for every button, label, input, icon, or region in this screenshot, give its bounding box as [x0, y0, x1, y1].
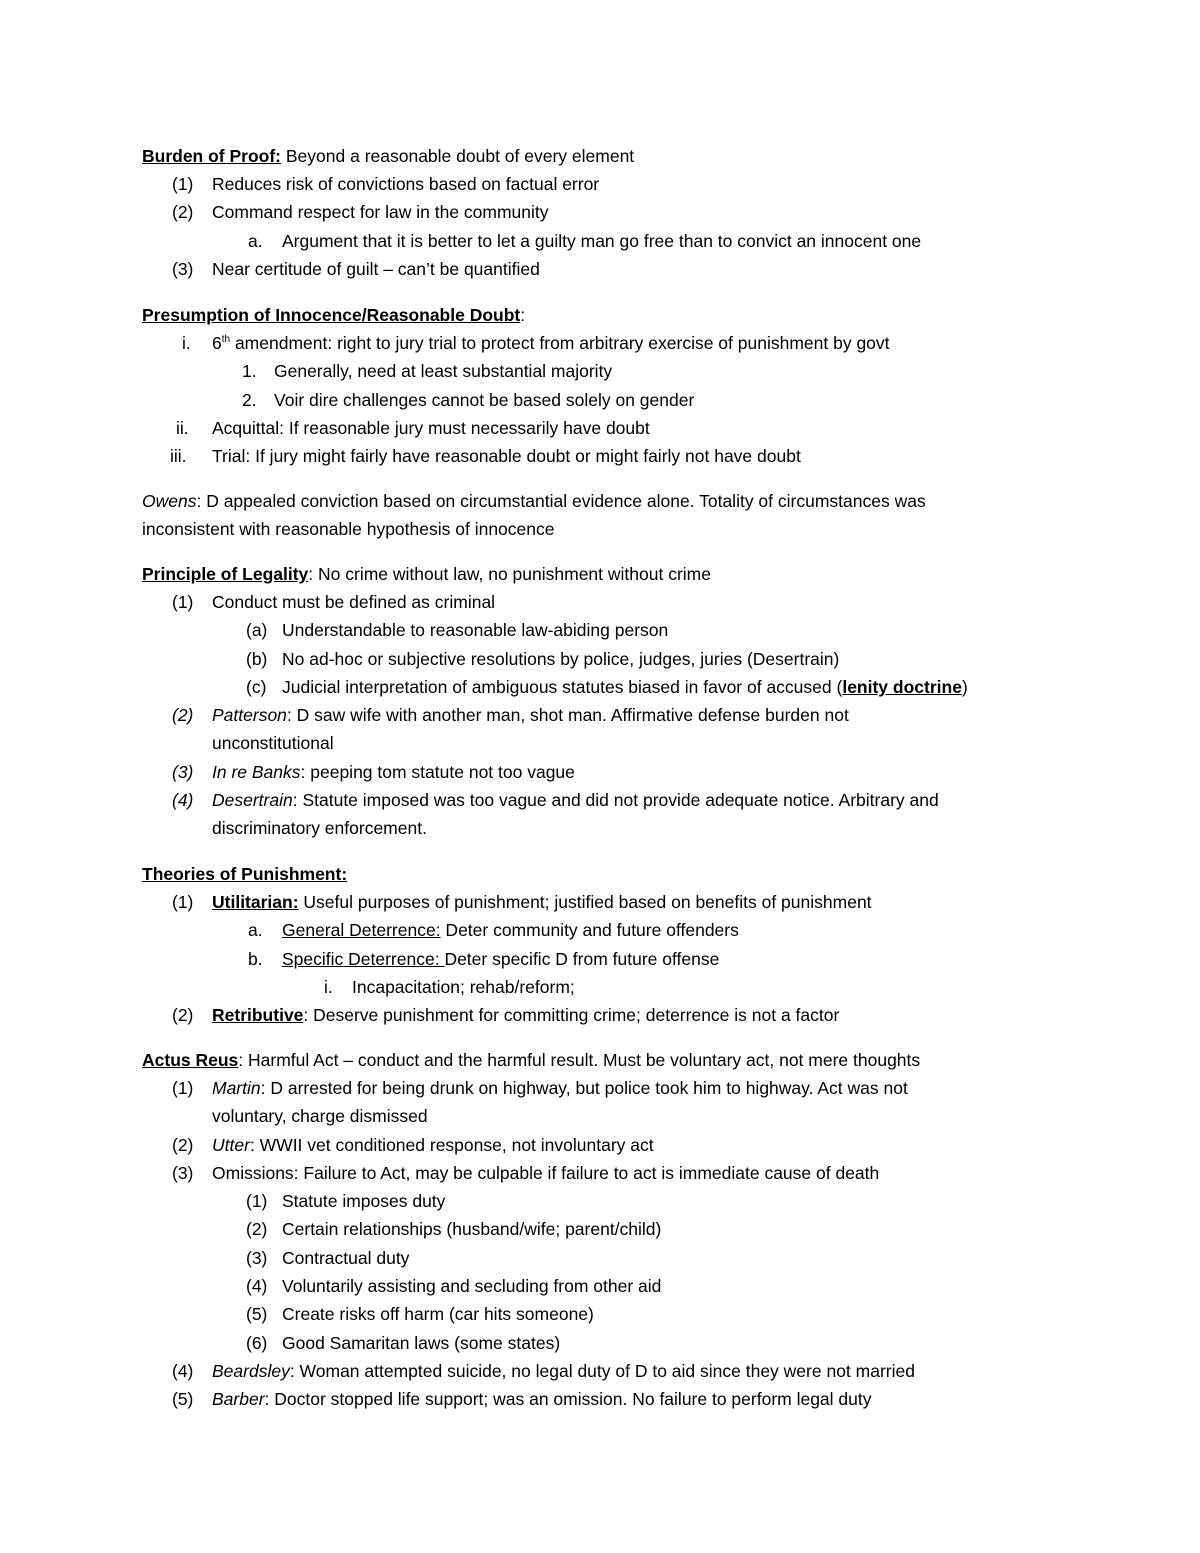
list-item	[212, 891, 872, 913]
list-number: (b)	[246, 649, 268, 669]
list-item: Argument that it is better to let a guilty man go free than to convict an innocent one	[282, 231, 922, 251]
list-item: Near certitude of guilt – can’t be quantified	[212, 259, 540, 279]
list-item: Contractual duty	[282, 1248, 410, 1268]
burden-heading: Burden of Proof:	[142, 146, 282, 166]
list-item-text: Judicial interpretation of ambiguous statutes biased in favor of accused (	[282, 677, 843, 697]
list-number: a.	[248, 231, 263, 251]
list-number: (6)	[246, 1333, 268, 1353]
presumption-heading-text: :	[520, 305, 526, 325]
case-name: Beardsley	[212, 1361, 290, 1381]
list-number: iii.	[170, 446, 187, 466]
list-item-text: Deter specific D from future offense	[444, 949, 720, 969]
list-number: (2)	[172, 705, 194, 725]
actus-heading: Actus Reus	[142, 1050, 239, 1070]
list-number: (2)	[172, 1135, 194, 1155]
list-item-text-end: )	[961, 677, 968, 697]
list-item: Understandable to reasonable law-abiding person	[282, 620, 669, 640]
case-text: : D appealed conviction based on circumstantial evidence alone. Totality of circumstances was	[196, 491, 926, 511]
case-text: : WWII vet conditioned response, not involuntary act	[249, 1135, 654, 1155]
list-item	[212, 1360, 915, 1382]
case-text: : Woman attempted suicide, no legal duty of D to aid since they were not married	[289, 1361, 915, 1381]
list-number: (4)	[172, 1361, 194, 1381]
owens-paragraph-line2: inconsistent with reasonable hypothesis of innocence	[142, 519, 555, 539]
list-number: (c)	[246, 677, 267, 697]
case-text: : Doctor stopped life support; was an omission. No failure to perform legal duty	[264, 1389, 872, 1409]
list-number: b.	[248, 949, 263, 969]
list-number: (1)	[172, 1078, 194, 1098]
list-number: (1)	[172, 174, 194, 194]
list-item: Statute imposes duty	[282, 1191, 446, 1211]
list-item	[212, 789, 939, 811]
list-number: (2)	[172, 202, 194, 222]
list-item: Incapacitation; rehab/reform;	[352, 977, 575, 997]
list-number: (1)	[172, 892, 194, 912]
list-number: (3)	[172, 1163, 194, 1183]
list-item-continuation: discriminatory enforcement.	[212, 818, 427, 838]
case-text: : D arrested for being drunk on highway, but police took him to highway. Act was not	[260, 1078, 908, 1098]
case-name: Owens	[142, 491, 197, 511]
list-item-continuation: unconstitutional	[212, 733, 334, 753]
list-number: (4)	[172, 790, 194, 810]
owens-paragraph-line1	[142, 490, 926, 512]
list-item	[212, 332, 890, 354]
list-item: Create risks off harm (car hits someone)	[282, 1304, 594, 1324]
list-item: Good Samaritan laws (some states)	[282, 1333, 561, 1353]
list-item: Generally, need at least substantial majority	[274, 361, 613, 381]
list-item: No ad-hoc or subjective resolutions by police, judges, juries (Desertrain)	[282, 649, 840, 669]
list-item: Omissions: Failure to Act, may be culpable if failure to act is immediate cause of death	[212, 1163, 880, 1183]
list-number: (2)	[246, 1219, 268, 1239]
lenity-doctrine-term: lenity doctrine	[842, 677, 962, 697]
list-number: 2.	[242, 390, 257, 410]
case-text: : peeping tom statute not too vague	[300, 762, 575, 782]
list-number: (3)	[172, 259, 194, 279]
case-text: : D saw wife with another man, shot man. Affirmative defense burden not	[286, 705, 849, 725]
list-item	[282, 676, 968, 698]
utilitarian-label: Utilitarian:	[212, 892, 299, 912]
list-item-continuation: voluntary, charge dismissed	[212, 1106, 428, 1126]
list-number: (3)	[246, 1248, 268, 1268]
list-number: 1.	[242, 361, 257, 381]
case-name: Utter	[212, 1135, 250, 1155]
legality-heading-text: : No crime without law, no punishment without crime	[308, 564, 711, 584]
list-item	[212, 761, 575, 783]
legality-heading: Principle of Legality	[142, 564, 309, 584]
case-name: Barber	[212, 1389, 265, 1409]
list-item	[212, 1134, 654, 1156]
list-number: i.	[324, 977, 333, 997]
burden-heading-line	[142, 145, 634, 167]
list-number: (5)	[246, 1304, 268, 1324]
ordinal-suffix: th	[221, 334, 231, 346]
general-deterrence-label: General Deterrence:	[282, 920, 441, 940]
case-name: Martin	[212, 1078, 261, 1098]
list-item: Certain relationships (husband/wife; parent/child)	[282, 1219, 662, 1239]
burden-heading-text: Beyond a reasonable doubt of every element	[281, 146, 635, 166]
list-item-text: Deter community and future offenders	[440, 920, 739, 940]
presumption-heading: Presumption of Innocence/Reasonable Doubt	[142, 305, 521, 325]
list-number: (4)	[246, 1276, 268, 1296]
specific-deterrence-label: Specific Deterrence:	[282, 949, 445, 969]
list-item: Trial: If jury might fairly have reasonable doubt or might fairly not have doubt	[212, 446, 801, 466]
legality-heading-line	[142, 563, 711, 585]
case-text: : Statute imposed was too vague and did not provide adequate notice. Arbitrary and	[292, 790, 939, 810]
list-number: a.	[248, 920, 263, 940]
list-item	[282, 948, 719, 970]
list-item: Conduct must be defined as criminal	[212, 592, 496, 612]
list-item	[212, 1004, 839, 1026]
presumption-heading-line	[142, 304, 525, 326]
theories-heading: Theories of Punishment:	[142, 864, 348, 884]
list-number: (1)	[172, 592, 194, 612]
actus-heading-text: : Harmful Act – conduct and the harmful result. Must be voluntary act, not mere thoughts	[238, 1050, 921, 1070]
list-item	[282, 919, 739, 941]
list-item-text: : Deserve punishment for committing crime; deterrence is not a factor	[303, 1005, 840, 1025]
list-number: (1)	[246, 1191, 268, 1211]
list-number: (3)	[172, 762, 194, 782]
list-item: Voir dire challenges cannot be based solely on gender	[274, 390, 695, 410]
list-item: Voluntarily assisting and secluding from other aid	[282, 1276, 662, 1296]
list-item: Reduces risk of convictions based on factual error	[212, 174, 600, 194]
case-name: Patterson	[212, 705, 287, 725]
actus-heading-line	[142, 1049, 920, 1071]
list-item	[212, 704, 849, 726]
retributive-label: Retributive	[212, 1005, 304, 1025]
list-item	[212, 1388, 872, 1410]
list-item: Acquittal: If reasonable jury must necessarily have doubt	[212, 418, 650, 438]
list-number: ii.	[176, 418, 189, 438]
case-name: Desertrain	[212, 790, 293, 810]
list-number: (5)	[172, 1389, 194, 1409]
list-item: Command respect for law in the community	[212, 202, 549, 222]
ordinal-number: 6	[212, 333, 222, 353]
list-number: (a)	[246, 620, 268, 640]
list-number: (2)	[172, 1005, 194, 1025]
case-name: In re Banks	[212, 762, 301, 782]
list-item-text: amendment: right to jury trial to protect from arbitrary exercise of punishment by govt	[230, 333, 890, 353]
list-item	[212, 1077, 908, 1099]
list-number: i.	[182, 333, 191, 353]
list-item-text: Useful purposes of punishment; justified based on benefits of punishment	[298, 892, 872, 912]
